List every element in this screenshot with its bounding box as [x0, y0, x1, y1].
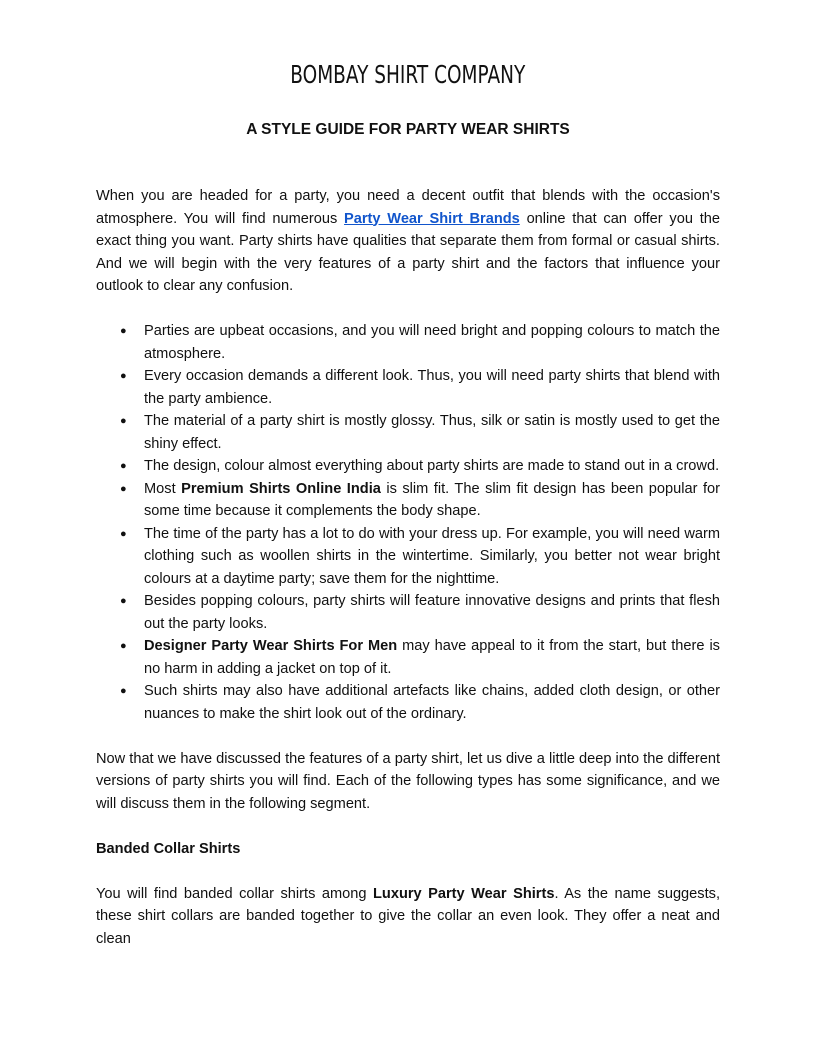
section-heading: [96, 838, 720, 861]
paragraph-bold: Luxury Party Wear Shirts: [373, 885, 555, 902]
list-item: ● Besides popping colours, party shirts will feature innovative designs and prints that flesh out the party looks.: [96, 590, 720, 635]
paragraph-text-pre: You will find banded collar shirts among: [96, 885, 373, 902]
list-item: ● The design, colour almost everything about party shirts are made to stand out in a crowd.: [96, 455, 720, 478]
party-wear-shirt-brands-link[interactable]: Party Wear Shirt Brands: [344, 210, 520, 227]
intro-text-post: online that can offer you the exact thing you want. Party shirts have qualities that separate them from formal or casual shirts. And we will begin with the very features of a party shirt and the factors that influence your outlook to clear any confusion.: [96, 210, 720, 294]
list-item: ● The material of a party shirt is mostly glossy. Thus, silk or satin is mostly used to get the shiny effect.: [96, 410, 720, 455]
document-body: [96, 185, 720, 950]
brand-logo: [0, 60, 816, 89]
list-item-text-pre: Most: [144, 480, 182, 497]
list-item-text-post: is slim fit. The slim fit design has been popular for some time because it complements the body shape.: [144, 480, 720, 519]
intro-paragraph: [96, 185, 720, 298]
list-item-bold: Premium Shirts Online India: [181, 480, 381, 497]
list-item: [96, 635, 720, 680]
page-title: A STYLE GUIDE FOR PARTY WEAR SHIRTS: [246, 121, 570, 138]
list-item: ● Every occasion demands a different look. Thus, you will need party shirts that blend with the party ambience.: [96, 365, 720, 410]
paragraph-text-post: . As the name suggests, these shirt collars are banded together to give the collar an even look. They offer a neat and clean: [96, 885, 720, 947]
discussion-paragraph: Now that we have discussed the features of a party shirt, let us dive a little deep into the different versions of party shirts you will find. Each of the following types has some significance, and we will discuss them in the following segment.: [96, 750, 720, 812]
section-heading-text: Banded Collar Shirts: [96, 840, 241, 857]
list-item: [96, 478, 720, 523]
list-item: ● Parties are upbeat occasions, and you will need bright and popping colours to match the atmosphere.: [96, 320, 720, 365]
brand-logo-text: BOMBAY SHIRT COMPANY: [290, 60, 526, 89]
list-item: ● The time of the party has a lot to do with your dress up. For example, you will need warm clothing such as woollen shirts in the wintertime. Similarly, you better not wear bright colours at a daytime party; save them for the nighttime.: [96, 523, 720, 591]
list-item-text-post: may have appeal to it from the start, but there is no harm in adding a jacket on top of it.: [144, 638, 720, 677]
list-item: ● Such shirts may also have additional artefacts like chains, added cloth design, or other nuances to make the shirt look out of the ordinary.: [96, 680, 720, 725]
list-item-bold: Designer Party Wear Shirts For Men: [144, 638, 398, 654]
features-list: [96, 320, 720, 725]
intro-text-pre: When you are headed for a party, you need a decent outfit that blends with the occasion's atmosphere. You will find numerous: [96, 188, 720, 227]
banded-collar-paragraph: [96, 883, 720, 951]
